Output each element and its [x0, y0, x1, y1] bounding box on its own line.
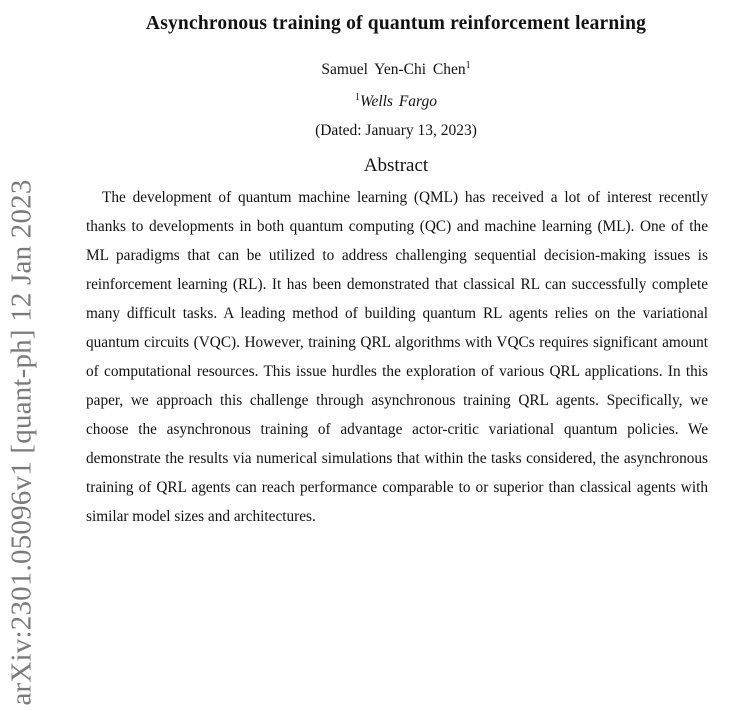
dated-line: (Dated: January 13, 2023) — [315, 122, 477, 139]
affiliation-mark: 1 — [354, 92, 360, 103]
author-line — [60, 60, 732, 79]
paper-title: Asynchronous training of quantum reinforcement learning — [145, 13, 647, 34]
author-affiliation-mark: 1 — [465, 60, 471, 71]
author-name: Samuel Yen-Chi Chen — [321, 61, 466, 78]
affiliation-name: Wells Fargo — [359, 93, 438, 110]
abstract-heading: Abstract — [363, 155, 429, 176]
arxiv-identifier-stamp — [2, 179, 42, 706]
abstract-body: The development of quantum machine learning (QML) has received a lot of interest recently thanks to developments in both quantum computing (QC) and machine learning (ML). One of the ML paradigms that can be utilized to address challenging sequential decision-making issues is reinforcement learning (RL). It has been demonstrated that classical RL can successfully complete many difficult tasks. A leading method of building quantum RL agents relies on the variational quantum circuits (VQC). However, training QRL algorithms with VQCs requires significant amount of computational resources. This issue hurdles the exploration of various QRL applications. In this paper, we approach this challenge through asynchronous training QRL agents. Specifically, we choose the asynchronous training of advantage actor-critic variational quantum policies. We demonstrate the results via numerical simulations that within the tasks considered, the asynchronous training of QRL agents can reach performance comparable to or superior than classical agents with similar model sizes and architectures. — [86, 189, 708, 525]
affiliation-line — [60, 92, 732, 111]
arxiv-identifier-text: arXiv:2301.05096v1 [quant-ph] 12 Jan 2023 — [5, 179, 38, 706]
